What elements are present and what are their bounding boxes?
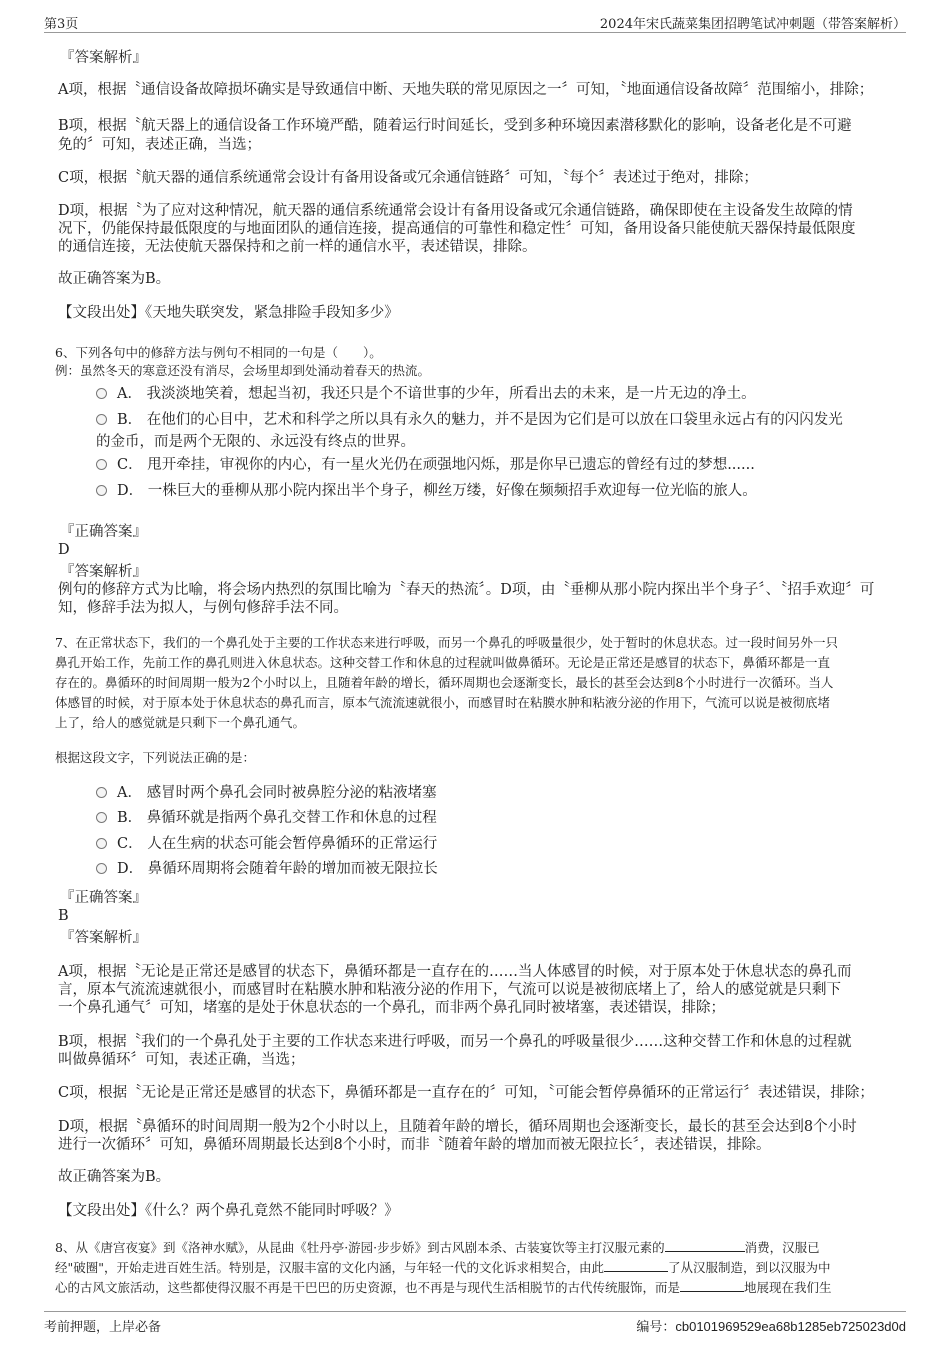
q7-analysis-a-line1: A项，根据〝无论是正常还是感冒的状态下，鼻循环都是一直存在的……当人体感冒的时候，对于原本处于休息状态的鼻孔而 xyxy=(58,964,852,980)
footer-slogan: 考前押题，上岸必备 xyxy=(44,1320,162,1335)
page-footer xyxy=(44,1311,906,1334)
q7-analysis-a-line3: 一个鼻孔通气〞可知，堵塞的是处于休息状态的一个鼻孔，而非两个鼻孔同时被堵塞，表述错误，排除； xyxy=(58,1000,725,1016)
q5-analysis-d-line1: D项，根据〝为了应对这种情况，航天器的通信系统通常会设计有备用设备或冗余通信链路，确保即使在主设备发生故障的情 xyxy=(58,203,853,219)
radio-icon[interactable] xyxy=(96,812,107,823)
q6-example: 例：虽然冬天的寒意还没有消尽，会场里却到处涌动着春天的热流。 xyxy=(55,363,431,378)
q7-analysis-a-line2: 言，原本气流流速就很小，而感冒时在粘膜水肿和粘液分泌的作用下，气流可以说是被彻底堵上了，给人的感觉就是只剩下 xyxy=(58,982,841,998)
radio-icon[interactable] xyxy=(96,838,107,849)
q6-answer: D xyxy=(58,542,70,558)
q7-analysis-d-line1: D项，根据〝鼻循环的时间周期一般为2个小时以上，且随着年龄的增长，循环周期也会逐渐变长，最长的甚至会达到8个小时 xyxy=(58,1119,857,1135)
q7-prompt: 根据这段文字，下列说法正确的是： xyxy=(55,750,256,765)
q7-option-b[interactable]: B． 鼻循环就是指两个鼻孔交替工作和休息的过程 xyxy=(96,807,437,829)
q7-answer: B xyxy=(58,908,69,924)
page-number: 第3页 xyxy=(44,17,79,32)
q7-analysis-c: C项，根据〝无论是正常还是感冒的状态下，鼻循环都是一直存在的〞可知，〝可能会暂停鼻循环的正常运行〞表述错误，排除； xyxy=(58,1085,874,1101)
q8-line1: 8、从《唐宫夜宴》到《洛神水赋》，从昆曲《牡丹亭·游园·步步娇》到古风剧本杀、古装宴饮等主打汉服元素的 消费，汉服已 xyxy=(55,1240,820,1255)
q7-passage-line2: 鼻孔开始工作，先前工作的鼻孔则进入休息状态。这种交替工作和休息的过程就叫做鼻循环。无论是正常还是感冒的状态下，鼻循环都是一直 xyxy=(55,655,831,670)
radio-icon[interactable] xyxy=(96,459,107,470)
q7-analysis-d-line2: 进行一次循环〞可知，鼻循环周期最长达到8个小时，而非〝随着年龄的增加而被无限拉长〞，表述错误，排除。 xyxy=(58,1137,771,1153)
q7-passage-line4: 体感冒的时候，对于原本处于休息状态的鼻孔而言，原本气流流速就很小，而感冒时在粘膜水肿和粘液分泌的作用下，气流可以说是被彻底堵 xyxy=(55,695,831,710)
q5-analysis-a: A项，根据〝通信设备故障损坏确实是导致通信中断、天地失联的常见原因之一〞可知，〝地面通信设备故障〞范围缩小，排除； xyxy=(58,82,874,98)
q5-analysis-d-line2: 况下，仍能保持最低限度的与地面团队的通信连接，提高通信的可靠性和稳定性〞可知，备用设备只能使航天器保持最低限度 xyxy=(58,221,856,237)
fill-blank-2 xyxy=(604,1271,668,1272)
q7-analysis-b-line2: 叫做鼻循环〞可知，表述正确，当选； xyxy=(58,1052,305,1068)
q7-analysis-label: 『答案解析』 xyxy=(60,930,147,946)
page-header xyxy=(44,12,906,33)
q5-conclusion: 故正确答案为B。 xyxy=(58,271,171,287)
q7-option-c[interactable]: C． 人在生病的状态可能会暂停鼻循环的正常运行 xyxy=(96,833,437,855)
q6-analysis-label: 『答案解析』 xyxy=(60,564,147,580)
document-title: 2024年宋氏蔬菜集团招聘笔试冲刺题（带答案解析） xyxy=(599,17,906,32)
q6-option-b-line2: 的金币，而是两个无限的、永远没有终点的世界。 xyxy=(96,434,415,450)
radio-icon[interactable] xyxy=(96,787,107,798)
q5-analysis-c: C项，根据〝航天器的通信系统通常会设计有备用设备或冗余通信链路〞可知，〝每个〞表述过于绝对，排除； xyxy=(58,170,758,186)
q6-option-b[interactable]: B． 在他们的心目中，艺术和科学之所以具有永久的魅力，并不是因为它们是可以放在口袋里永远占有的闪闪发光 xyxy=(96,409,843,431)
q7-option-a[interactable]: A． 感冒时两个鼻孔会同时被鼻腔分泌的粘液堵塞 xyxy=(96,782,437,804)
q6-option-a[interactable]: A． 我淡淡地笑着，想起当初，我还只是个不谙世事的少年，所看出去的未来，是一片无边的净土。 xyxy=(96,383,756,405)
q7-passage-line5: 上了，给人的感觉就是只剩下一个鼻孔通气。 xyxy=(55,715,306,730)
q6-analysis-line1: 例句的修辞方式为比喻，将会场内热烈的氛围比喻为〝春天的热流〞。D项，由〝垂柳从那小院内探出半个身子〞、〝招手欢迎〞可 xyxy=(58,582,875,598)
q5-analysis-d-line3: 的通信连接，无法使航天器保持和之前一样的通信水平，表述错误，排除。 xyxy=(58,239,537,255)
q6-stem: 6、下列各句中的修辞方法与例句不相同的一句是（ ）。 xyxy=(55,345,382,360)
radio-icon[interactable] xyxy=(96,414,107,425)
radio-icon[interactable] xyxy=(96,485,107,496)
q7-passage-line3: 存在的。鼻循环的时间周期一般为2个小时以上，且随着年龄的增长，循环周期也会逐渐变长，最长的甚至会达到8个小时进行一次循环。当人 xyxy=(55,675,834,690)
fill-blank-3 xyxy=(680,1291,744,1292)
q5-analysis-label: 『答案解析』 xyxy=(60,50,147,66)
q7-passage-line1: 7、在正常状态下，我们的一个鼻孔处于主要的工作状态来进行呼吸，而另一个鼻孔的呼吸量很少，处于暂时的休息状态。过一段时间另外一只 xyxy=(55,635,838,650)
q8-line3: 心的古风文旅活动，这些都使得汉服不再是干巴巴的历史资源，也不再是与现代生活相脱节的古代传统服饰，而是 地展现在我们生 xyxy=(55,1280,832,1295)
q5-analysis-b-line2: 免的〞可知，表述正确，当选； xyxy=(58,137,261,153)
q6-option-c[interactable]: C． 甩开牵挂，审视你的内心，有一星火光仍在顽强地闪烁，那是你早已遗忘的曾经有过的梦想...... xyxy=(96,454,755,476)
document-code: 编号：cb0101969529ea68b1285eb725023d0d xyxy=(636,1319,906,1335)
q6-option-d[interactable]: D． 一株巨大的垂柳从那小院内探出半个身子，柳丝万缕，好像在频频招手欢迎每一位光临的旅人。 xyxy=(96,480,757,502)
radio-icon[interactable] xyxy=(96,863,107,874)
q5-source: 【文段出处】《天地失联突发，紧急排险手段知多少》 xyxy=(58,305,399,321)
radio-icon[interactable] xyxy=(96,388,107,399)
q7-source: 【文段出处】《什么？两个鼻孔竟然不能同时呼吸？》 xyxy=(58,1203,399,1219)
q6-answer-label: 『正确答案』 xyxy=(60,524,147,540)
q7-option-d[interactable]: D． 鼻循环周期将会随着年龄的增加而被无限拉长 xyxy=(96,858,438,880)
q7-analysis-b-line1: B项，根据〝我们的一个鼻孔处于主要的工作状态来进行呼吸，而另一个鼻孔的呼吸量很少……这种交替工作和休息的过程就 xyxy=(58,1034,852,1050)
q7-answer-label: 『正确答案』 xyxy=(60,890,147,906)
fill-blank-1 xyxy=(665,1251,745,1252)
q6-analysis-line2: 知，修辞手法为拟人，与例句修辞手法不同。 xyxy=(58,600,348,616)
q8-line2: 经"破圈"，开始走进百姓生活。特别是，汉服丰富的文化内涵，与年轻一代的文化诉求相契合，由此 了从汉服制造，到以汉服为中 xyxy=(55,1260,831,1275)
q7-conclusion: 故正确答案为B。 xyxy=(58,1169,171,1185)
q5-analysis-b-line1: B项，根据〝航天器上的通信设备工作环境严酷，随着运行时间延长，受到多种环境因素潜移默化的影响，设备老化是不可避 xyxy=(58,118,852,134)
